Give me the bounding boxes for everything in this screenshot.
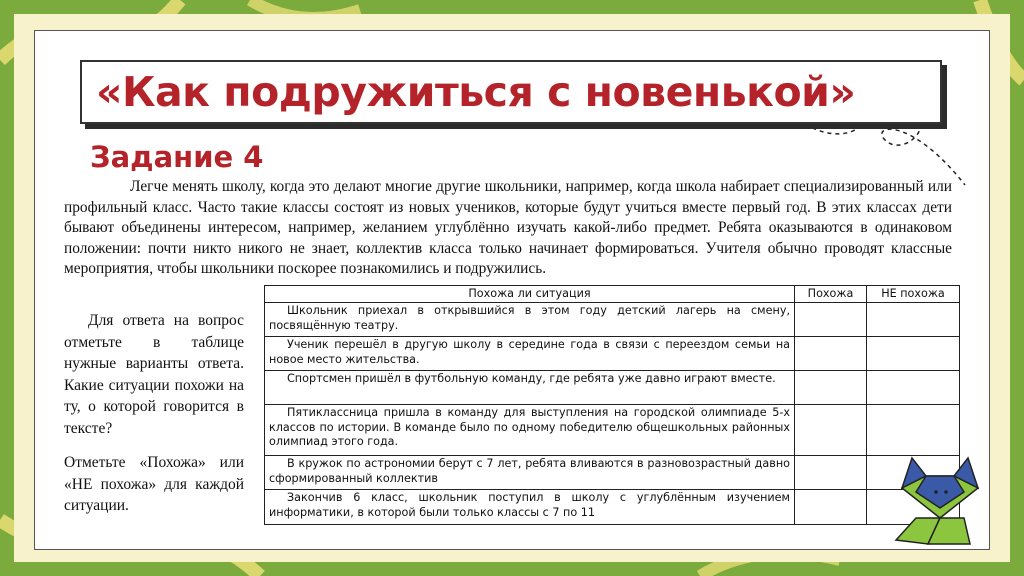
similar-answer-cell[interactable] [795, 490, 867, 525]
situation-text: Спортсмен пришёл в футбольную команду, где ребята уже давно играют вместе. [265, 371, 795, 405]
task-text: Легче менять школу, когда это делают многие другие школьники, например, когда школа набирает специализированный или профильный класс. Часто такие классы состоят из новых учеников, которые будут учиться вместе первый год. В этих классах дети бывают объединены интересом, например, желанием углублённо изучать какой-либо предмет. Ребята оказываются в одинаковом положении: почти никто никого не знает, коллектив класса только начинает формироваться. Учителя обычно проводят классные мероприятия, чтобы школьники поскорее познакомились и подружились. [64, 178, 952, 278]
similar-answer-cell[interactable] [795, 456, 867, 490]
table-row [265, 405, 960, 456]
situation-text: Ученик перешёл в другую школу в середине года в связи с переездом семьи на новое место жительства. [265, 337, 795, 371]
situation-text: Закончив 6 класс, школьник поступил в школу с углублённым изучением информатики, в которой были только классы с 7 по 11 [265, 490, 795, 525]
situations-table [264, 285, 960, 525]
table-header-row [265, 286, 960, 303]
situation-text: Пятиклассница пришла в команду для выступления на городской олимпиаде 5-х классов по истории. В команде было по одному победителю общешкольных районных олимпиад этого года. [265, 405, 795, 456]
column-header-situation: Похожа ли ситуация [265, 286, 795, 303]
table-row [265, 490, 960, 525]
instruction-mark: Отметьте «Похожа» или «НЕ похожа» для каждой ситуации. [64, 454, 244, 514]
similar-answer-cell[interactable] [795, 303, 867, 337]
situation-text: Школьник приехал в открывшийся в этом году детский лагерь на смену, посвящённую театру. [265, 303, 795, 337]
page-title: «Как подружиться с новенькой» [96, 68, 856, 116]
task-heading: Задание 4 [90, 140, 264, 174]
table-row [265, 337, 960, 371]
instruction-question: Для ответа на вопрос отметьте в таблице нужные варианты ответа. Какие ситуации похожи на ту, о которой говорится в тексте? [64, 312, 244, 437]
title-banner [80, 60, 942, 124]
similar-answer-cell[interactable] [795, 405, 867, 456]
table-row [265, 371, 960, 405]
not-similar-answer-cell[interactable] [867, 337, 960, 371]
column-header-similar: Похожа [795, 286, 867, 303]
situation-text: В кружок по астрономии берут с 7 лет, ребята вливаются в разновозрастный давно сформированный коллектив [265, 456, 795, 490]
table-row [265, 303, 960, 337]
table-row [265, 456, 960, 490]
similar-answer-cell[interactable] [795, 337, 867, 371]
similar-answer-cell[interactable] [795, 371, 867, 405]
not-similar-answer-cell[interactable] [867, 371, 960, 405]
column-header-not-similar: НЕ похожа [867, 286, 960, 303]
fox-mascot-icon [892, 448, 988, 548]
not-similar-answer-cell[interactable] [867, 303, 960, 337]
